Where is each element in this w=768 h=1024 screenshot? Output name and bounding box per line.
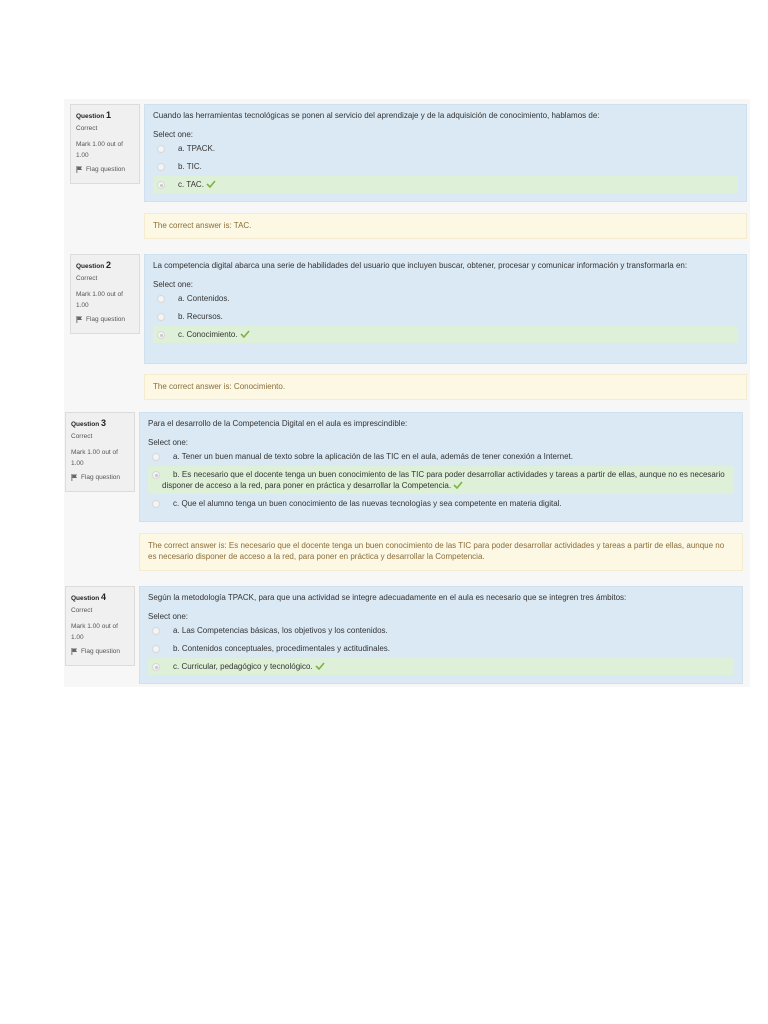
- radio-button[interactable]: [152, 645, 160, 653]
- answer-option-correct[interactable]: b. Es necesario que el docente tenga un buen conocimiento de las TIC para poder desarrollar actividades y tareas a partir de ellas, aunque no es necesario disponer de acceso a la red, para poner en práctica y desarrollar la Competencia.: [148, 466, 734, 494]
- radio-button[interactable]: [152, 453, 160, 461]
- answer-option[interactable]: a. Las Competencias básicas, los objetivos y los contenidos.: [148, 622, 734, 639]
- flag-question-link[interactable]: Flag question: [71, 648, 129, 655]
- radio-button[interactable]: [157, 163, 165, 171]
- question-content: [139, 586, 743, 684]
- check-icon: [315, 662, 325, 670]
- question-info: [70, 104, 140, 184]
- question-number: Question 4: [71, 592, 106, 602]
- flag-icon: [76, 316, 83, 323]
- select-one-prompt: Select one:: [148, 438, 189, 447]
- correct-answer-feedback: The correct answer is: TAC.: [144, 213, 747, 239]
- answer-option[interactable]: a. Tener un buen manual de texto sobre la aplicación de las TIC en el aula, además de tener conexión a Internet.: [148, 448, 734, 465]
- correct-answer-feedback: The correct answer is: Conocimiento.: [144, 374, 747, 400]
- radio-button[interactable]: [152, 627, 160, 635]
- question-state: Correct: [71, 433, 93, 440]
- question-grade: Mark 1.00 out of 1.00: [71, 623, 118, 641]
- answer-option[interactable]: b. TIC.: [153, 158, 738, 175]
- question-info: [65, 412, 135, 492]
- radio-button[interactable]: [157, 313, 165, 321]
- flag-icon: [71, 648, 78, 655]
- question-state: Correct: [76, 125, 98, 132]
- question-number: Question 3: [71, 418, 106, 428]
- answer-option-correct[interactable]: c. Curricular, pedagógico y tecnológico.: [148, 658, 734, 675]
- check-icon: [453, 481, 463, 489]
- radio-button[interactable]: [152, 500, 160, 508]
- question-state: Correct: [71, 607, 93, 614]
- question-text: La competencia digital abarca una serie de habilidades del usuario que incluyen buscar, obtener, procesar y comunicar información y transformarla en:: [153, 261, 688, 270]
- flag-icon: [71, 474, 78, 481]
- question-text: Según la metodología TPACK, para que una actividad se integre adecuadamente en el aula es necesario que se integren tres ámbitos:: [148, 593, 627, 602]
- radio-button-checked[interactable]: [157, 331, 165, 339]
- radio-button-checked[interactable]: [152, 663, 160, 671]
- question-number: Question 1: [76, 110, 111, 120]
- question-text: Cuando las herramientas tecnológicas se ponen al servicio del aprendizaje y de la adquisición de conocimiento, hablamos de:: [153, 111, 600, 120]
- answer-option[interactable]: b. Contenidos conceptuales, procedimentales y actitudinales.: [148, 640, 734, 657]
- question-content: [144, 254, 747, 364]
- question-info: [65, 586, 135, 666]
- radio-button-checked[interactable]: [152, 471, 160, 479]
- radio-button[interactable]: [157, 145, 165, 153]
- question-text: Para el desarrollo de la Competencia Digital en el aula es imprescindible:: [148, 419, 408, 428]
- check-icon: [240, 330, 250, 338]
- radio-button-checked[interactable]: [157, 181, 165, 189]
- correct-answer-feedback: The correct answer is: Es necesario que el docente tenga un buen conocimiento de las TIC para poder desarrollar actividades y tareas a partir de ellas, aunque no es necesario disponer de acceso a la red, para poner en práctica y desarrollar la Competencia.: [139, 533, 743, 571]
- select-one-prompt: Select one:: [148, 612, 189, 621]
- question-state: Correct: [76, 275, 98, 282]
- flag-question-link[interactable]: Flag question: [76, 316, 134, 323]
- question-number: Question 2: [76, 260, 111, 270]
- flag-icon: [76, 166, 83, 173]
- answer-option[interactable]: c. Que el alumno tenga un buen conocimiento de las nuevas tecnologías y sea competente en materia digital.: [148, 495, 734, 512]
- answer-option[interactable]: a. Contenidos.: [153, 290, 738, 307]
- flag-question-link[interactable]: Flag question: [76, 166, 134, 173]
- select-one-prompt: Select one:: [153, 130, 194, 139]
- radio-button[interactable]: [157, 295, 165, 303]
- question-content: [144, 104, 747, 202]
- question-grade: Mark 1.00 out of 1.00: [71, 449, 118, 467]
- flag-question-link[interactable]: Flag question: [71, 474, 129, 481]
- question-grade: Mark 1.00 out of 1.00: [76, 291, 123, 309]
- check-icon: [206, 180, 216, 188]
- answer-option-correct[interactable]: c. Conocimiento.: [153, 326, 738, 343]
- question-grade: Mark 1.00 out of 1.00: [76, 141, 123, 159]
- answer-option[interactable]: a. TPACK.: [153, 140, 738, 157]
- select-one-prompt: Select one:: [153, 280, 194, 289]
- answer-option-correct[interactable]: c. TAC.: [153, 176, 738, 193]
- question-info: [70, 254, 140, 334]
- answer-option[interactable]: b. Recursos.: [153, 308, 738, 325]
- question-content: [139, 412, 743, 522]
